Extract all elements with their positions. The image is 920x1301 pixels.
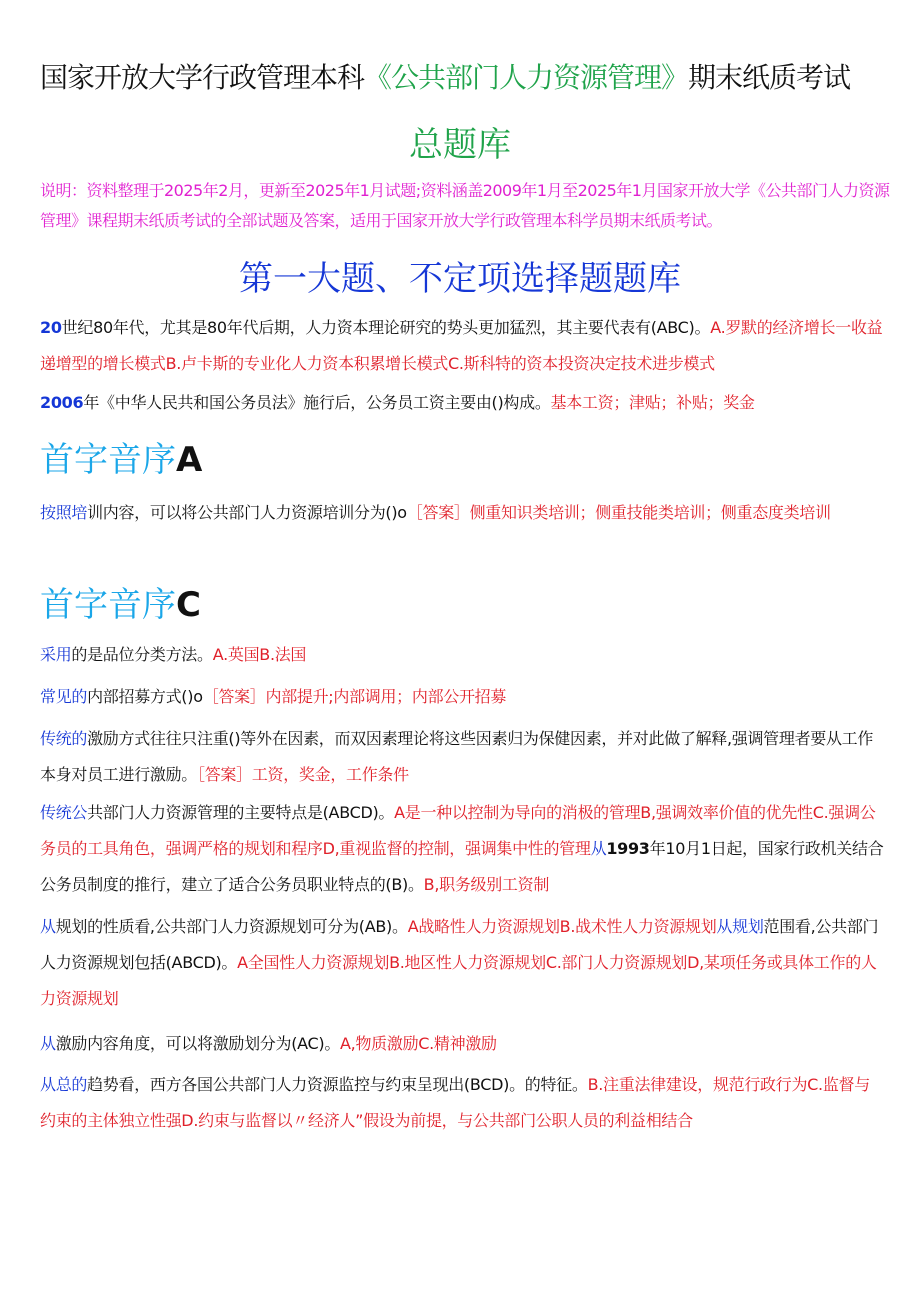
question-lead: 20: [40, 318, 62, 337]
question-item: [40, 310, 885, 382]
question-lead: 按照培: [40, 503, 88, 522]
question-answer: ［答案］内部提升;内部调用；内部公开招募: [202, 687, 507, 706]
group-title-label: 首字音序: [40, 585, 176, 625]
question-answer: A是一种以控制为导向的消极的管理B,强调效率价值的优先性C.强调公务员的工具角色，强调严格的规划和程序D,重视监督的控制，强调集中性的管理: [40, 803, 876, 858]
question-answer: A战略性人力资源规划B.战术性人力资源规划: [407, 917, 717, 936]
question-text: 趋势看，西方各国公共部门人力资源监控与约束呈现出(BCD)。的特征。: [87, 1075, 588, 1094]
question-lead: 传统的: [40, 729, 88, 748]
question-item: [40, 679, 885, 715]
document-title: [40, 58, 890, 98]
question-lead: 常见的: [40, 687, 88, 706]
group-title-letter: A: [176, 440, 203, 480]
question-lead: 2006: [40, 393, 84, 412]
question-text: 年10月1日起，国家行政机关结合公务员制度的推行，建立了适合公务员职业特点的(B)。: [40, 839, 884, 894]
question-lead: 传统公: [40, 803, 88, 822]
question-item: [40, 909, 885, 1017]
question-text: 内部招募方式()o: [87, 687, 203, 706]
question-text: 激励方式往往只注重()等外在因素，而双因素理论将这些因素归为保健因素，并对此做了解释,强调管理者要从工作本身对员工进行激励。: [40, 729, 874, 784]
question-answer: B,职务级别工资制: [423, 875, 550, 894]
question-item: [40, 1026, 885, 1062]
question-lead: 从总的: [40, 1075, 88, 1094]
question-answer: B.注重法律建设，规范行政行为C.监督与约束的主体独立性强D.约束与监督以〃经济人”假设为前提，与公共部门公职人员的利益相结合: [40, 1075, 870, 1130]
question-item: [40, 495, 885, 531]
question-answer: 基本工资；津贴；补贴；奖金: [550, 393, 755, 412]
question-year: 1993: [606, 839, 650, 858]
question-text: 世纪80年代，尤其是80年代后期，人力资本理论研究的势头更加猛烈，其主要代表有(ABC)。: [61, 318, 711, 337]
group-title-c: [40, 583, 201, 627]
question-text: 年《中华人民共和国公务员法》施行后，公务员工资主要由()构成。: [83, 393, 551, 412]
question-lead: 从: [40, 1034, 56, 1053]
title-part-1: 国家开放大学行政管理本科: [40, 61, 365, 94]
question-text: 共部门人力资源管理的主要特点是(ABCD)。: [87, 803, 395, 822]
question-text: 训内容，可以将公共部门人力资源培训分为()o: [87, 503, 407, 522]
question-answer: ［答案］工资，奖金，工作条件: [197, 765, 409, 784]
question-text: 激励内容角度，可以将激励划分为(AC)。: [55, 1034, 341, 1053]
title-part-3: 期末纸质考试: [688, 61, 851, 94]
question-text: 范围看,公共部门人力资源规划包括(ABCD)。: [40, 917, 879, 972]
question-item: [40, 637, 885, 673]
group-title-label: 首字音序: [40, 440, 176, 480]
group-title-letter: C: [176, 585, 201, 625]
question-lead: 从规划: [716, 917, 764, 936]
question-item: [40, 1067, 885, 1139]
question-answer: A,物质激励C.精神激励: [340, 1034, 497, 1053]
question-lead: 采用: [40, 645, 72, 664]
question-answer: A.罗默的经济增长一收益递增型的增长模式B.卢卡斯的专业化人力资本积累增长模式C.斯科特的资本投资决定技术进步模式: [40, 318, 883, 373]
question-answer: ［答案］侧重知识类培训；侧重技能类培训；侧重态度类培训: [406, 503, 831, 522]
question-item: [40, 385, 885, 421]
question-text: 规划的性质看,公共部门人力资源规划可分为(AB)。: [55, 917, 408, 936]
question-lead: 从: [40, 917, 56, 936]
document-subtitle: 总题库: [409, 125, 511, 165]
question-lead: 从: [590, 839, 607, 858]
question-item: [40, 795, 885, 903]
question-answer: A全国性人力资源规划B.地区性人力资源规划C.部门人力资源规划D,某项任务或具体工作的人力资源规划: [40, 953, 877, 1008]
title-part-2: 《公共部门人力资源管理》: [364, 61, 689, 94]
group-title-a: [40, 438, 202, 482]
section-title: 第一大题、不定项选择题题库: [239, 259, 681, 299]
question-text: 的是品位分类方法。: [71, 645, 213, 664]
question-answer: A.英国B.法国: [212, 645, 307, 664]
question-item: [40, 721, 885, 793]
description-note: 说明：资料整理于2025年2月，更新至2025年1月试题;资料涵盖2009年1月至2025年1月国家开放大学《公共部门人力资源管理》课程期末纸质考试的全部试题及答案，适用于国家开放大学行政管理本科学员期末纸质考试。: [40, 181, 890, 230]
